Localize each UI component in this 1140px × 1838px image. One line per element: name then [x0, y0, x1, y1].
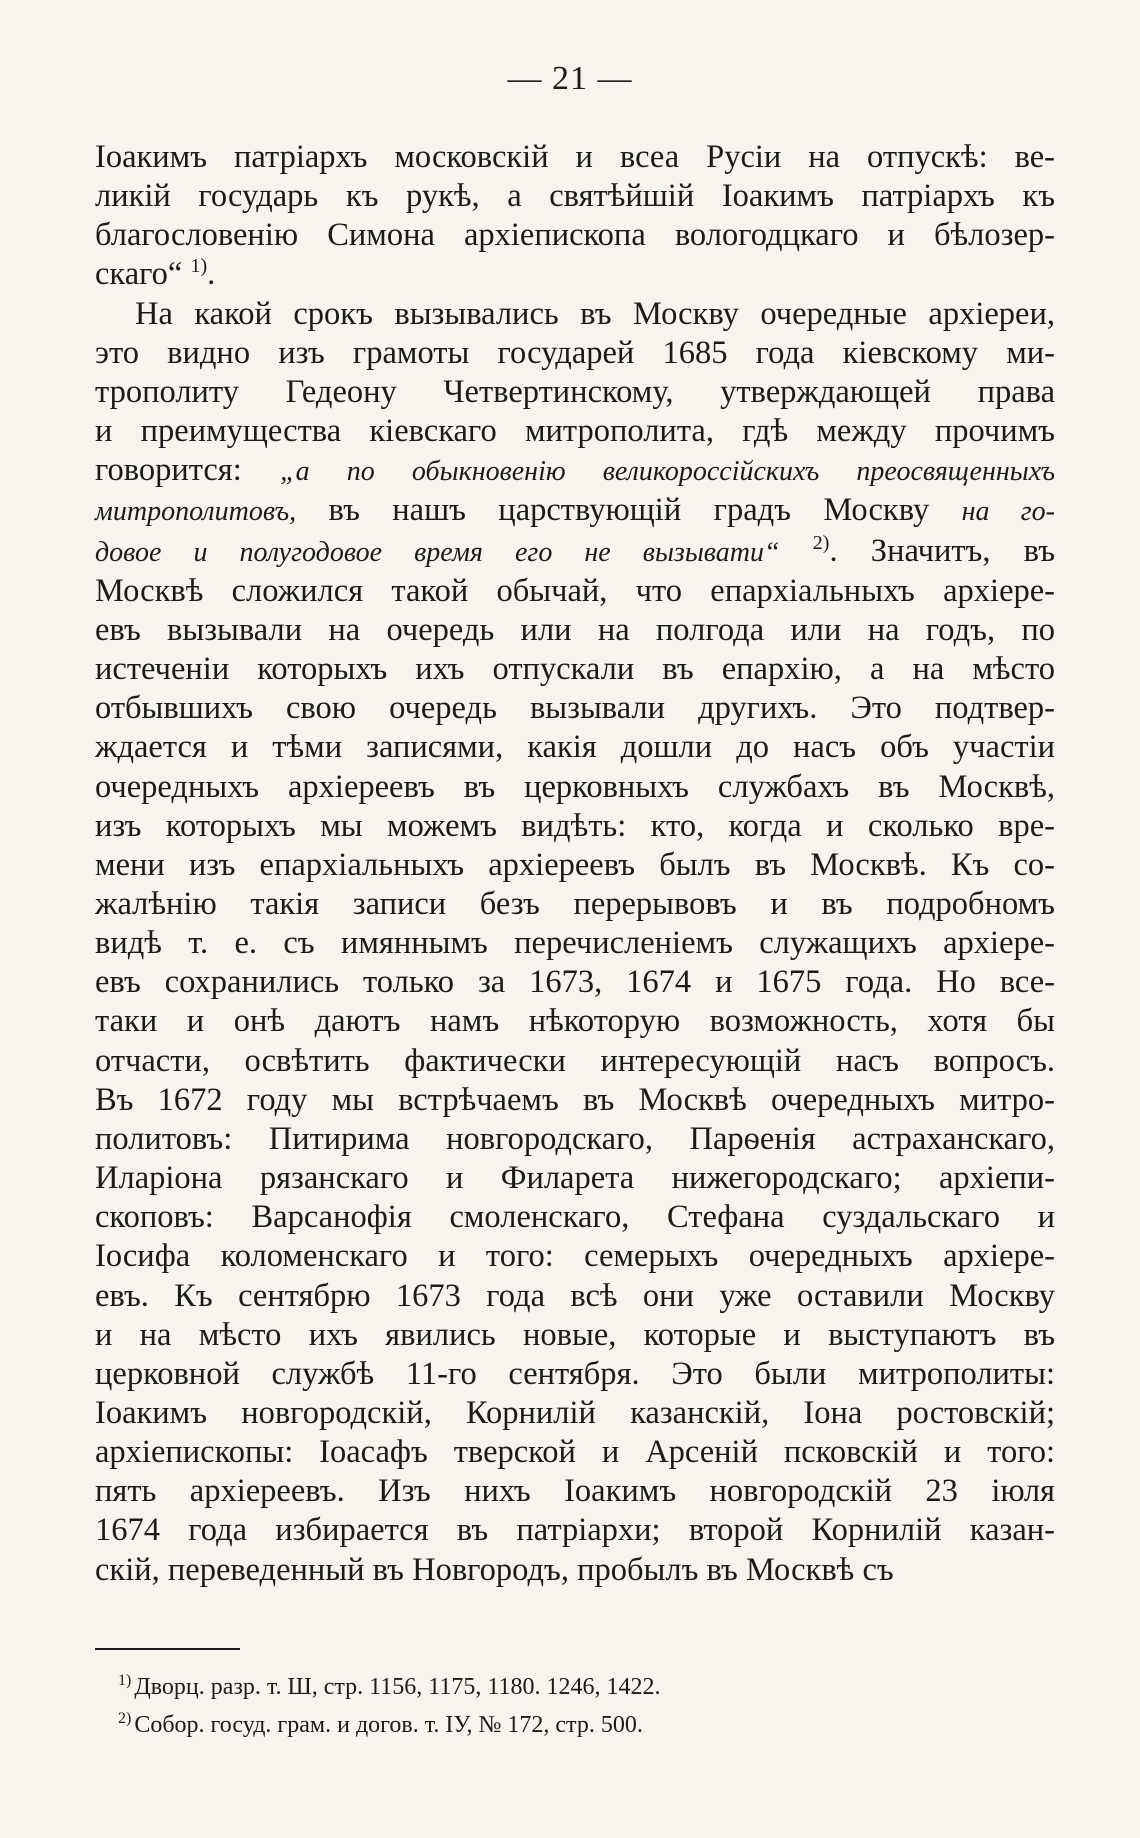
text-line: Іоакимъ новгородскій, Корнилій казанскій, Іона ростовскій; — [95, 1395, 1055, 1431]
text-line: это видно изъ грамоты государей 1685 года кіевскому ми- — [95, 334, 1055, 371]
text-line: таки и онѣ даютъ намъ нѣкоторую возможность, хотя бы — [95, 1003, 1055, 1040]
text-line: отчасти, освѣтить фактически интересующій насъ вопросъ. — [95, 1042, 1055, 1079]
quote-run: довое и полугодовое время его не вызывати“ — [95, 536, 780, 568]
text-run: въ нашъ царствующій градъ Москву — [296, 492, 962, 529]
text-line: Іосифа коломенскаго и того: семерыхъ очередныхъ архіере- — [95, 1238, 1055, 1275]
footnote — [118, 1706, 918, 1744]
text-line: скоповъ: Варсанофія смоленскаго, Стефана суздальскаго и — [95, 1199, 1055, 1236]
text-line: церковной службѣ 11-го сентября. Это были митрополиты: — [95, 1355, 1055, 1392]
text-line: мени изъ епархіальныхъ архіереевъ былъ въ Москвѣ. Къ со- — [95, 846, 1055, 883]
text-line: истеченіи которыхъ ихъ отпускали въ епархію, а на мѣсто — [95, 651, 1055, 688]
text-run: . — [207, 256, 216, 293]
text-line: политовъ: Питирима новгородскаго, Парѳенія астраханскаго, — [95, 1120, 1055, 1157]
footnote — [118, 1668, 918, 1706]
text-line: видѣ т. е. съ имяннымъ перечисленіемъ служащихъ архіере- — [95, 925, 1055, 962]
quote-run: „а по обыкновенію великороссійскихъ преосвященныхъ — [280, 456, 1055, 488]
text-line — [95, 491, 1055, 531]
text-run: говорится: — [95, 452, 281, 489]
text-line: 1674 года избирается въ патріархи; второй Корнилій казан- — [95, 1512, 1055, 1549]
text-line: и преимущества кіевскаго митрополита, гдѣ между прочимъ — [95, 413, 1055, 450]
text-line: евъ сохранились только за 1673, 1674 и 1675 года. Но все- — [95, 964, 1055, 1001]
text-line: очередныхъ архіереевъ въ церковныхъ службахъ въ Москвѣ, — [95, 768, 1055, 805]
footnote-mark: 1) — [118, 1672, 132, 1689]
footnote-ref-1: 1) — [190, 255, 208, 278]
text-line: ликій государь къ рукѣ, а святѣйшій Іоакимъ патріархъ къ — [95, 178, 1055, 215]
footnote-divider — [95, 1648, 240, 1650]
text-line: На какой срокъ вызывались въ Москву очередные архіереи, — [135, 295, 1055, 332]
text-line: изъ которыхъ мы можемъ видѣть: кто, когда и сколько вре- — [95, 807, 1055, 844]
text-line: ждается и тѣми записями, какія дошли до насъ объ участіи — [95, 729, 1055, 766]
footnote-mark: 2) — [118, 1710, 132, 1727]
footnote-ref-2: 2) — [812, 531, 830, 554]
text-line: и на мѣсто ихъ явились новые, которые и выступаютъ въ — [95, 1316, 1055, 1353]
text-line: пять архіереевъ. Изъ нихъ Іоакимъ новгородскій 23 іюля — [95, 1473, 1055, 1510]
text-line: евъ. Къ сентябрю 1673 года всѣ они уже оставили Москву — [95, 1277, 1055, 1314]
body-text — [95, 138, 1055, 1590]
page-number: — 21 — — [507, 60, 633, 97]
quote-run: на го- — [961, 496, 1056, 528]
text-line: скій, переведенный въ Новгородъ, пробылъ въ Москвѣ съ — [95, 1551, 894, 1588]
text-line — [95, 451, 1055, 491]
text-line: архіепископы: Іоасафъ тверской и Арсеній псковскій и того: — [95, 1434, 1055, 1471]
text-line: благословенію Симона архіепископа вологодцкаго и бѣлозер- — [95, 217, 1055, 254]
text-line: Иларіона рязанскаго и Филарета нижегородскаго; архіепи- — [95, 1160, 1055, 1197]
text-run: . Значитъ, въ — [829, 532, 1056, 569]
text-line: Іоакимъ патріархъ московскій и всеа Русіи на отпускѣ: ве- — [95, 139, 1055, 175]
text-line: евъ вызывали на очередь или на полгода или на годъ, по — [95, 611, 1055, 648]
text-line: жалѣнію такія записи безъ перерывовъ и въ подробномъ — [95, 885, 1055, 922]
footnotes — [118, 1668, 918, 1744]
text-line — [95, 532, 1055, 572]
footnote-text: Собор. госуд. грам. и догов. т. IУ, № 172, стр. 500. — [134, 1712, 643, 1738]
text-line: Въ 1672 году мы встрѣчаемъ въ Москвѣ очередныхъ митро- — [95, 1081, 1055, 1118]
quote-run: митрополитовъ, — [95, 496, 297, 528]
text-line: Москвѣ сложился такой обычай, что епархіальныхъ архіере- — [95, 572, 1055, 609]
footnote-text: Дворц. разр. т. Ш, стр. 1156, 1175, 1180. 1246, 1422. — [134, 1674, 661, 1700]
text-run: скаго“ — [95, 256, 183, 293]
text-line — [95, 255, 1055, 294]
text-line: отбывшихъ свою очередь вызывали другихъ. Это подтвер- — [95, 690, 1055, 727]
text-line: трополиту Гедеону Четвертинскому, утверждающей права — [95, 373, 1055, 410]
